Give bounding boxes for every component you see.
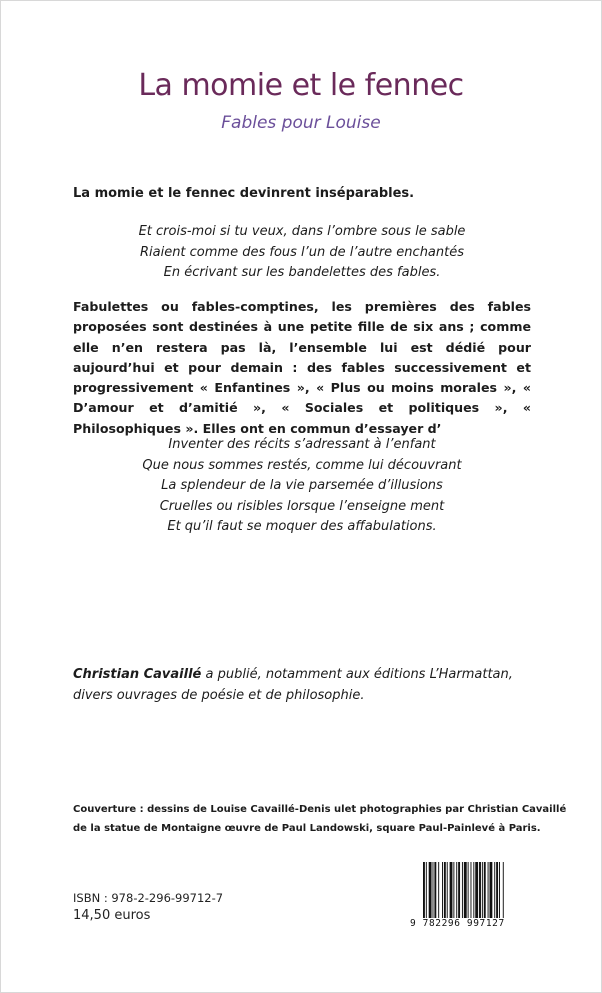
barcode-bar (462, 862, 463, 918)
verse-line: Inventer des récits s’adressant à l’enfant (168, 437, 436, 452)
barcode-number: 9 782296 997127 (410, 918, 505, 929)
barcode-bar (479, 862, 481, 918)
barcode-bar (450, 862, 453, 918)
barcode-bar (429, 862, 432, 918)
barcode-icon (423, 862, 533, 918)
verse-line: La splendeur de la vie parsemée d’illusions (161, 478, 443, 493)
barcode-bar (458, 862, 460, 918)
barcode-bar (444, 862, 446, 918)
cover-credits (73, 800, 567, 838)
verse-line: Que nous sommes restés, comme lui découvrant (142, 457, 462, 473)
barcode-bar (499, 862, 500, 918)
verse-line: Et crois-moi si tu veux, dans l’ombre sous le sable (138, 224, 466, 239)
barcode-bar (475, 862, 478, 918)
verse-stanza-one (73, 222, 531, 284)
barcode-bar (471, 862, 472, 918)
barcode-bar (496, 862, 498, 918)
barcode-bar (494, 862, 495, 918)
verse-line: Cruelles ou risibles lorsque l’enseigne ment (159, 498, 445, 514)
barcode-bar (423, 862, 425, 918)
lead-sentence: La momie et le fennec devinrent inséparables. (73, 186, 415, 201)
author-note (73, 664, 531, 706)
barcode-bar (447, 862, 448, 918)
verse-line: En écrivant sur les bandelettes des fables. (163, 265, 441, 280)
barcode-bar (503, 862, 504, 918)
barcode-bar (426, 862, 427, 918)
barcode-bar (456, 862, 457, 918)
verse-stanza-two (73, 435, 531, 538)
credit-line: de la statue de Montaigne œuvre de Paul Landowski, square Paul-Painlevé à Paris. (73, 823, 541, 834)
author-bio: a publié, notamment aux éditions L’Harmattan, divers ouvrages de poésie et de philosophie. (73, 667, 513, 703)
isbn-label: ISBN : 978-2-296-99712-7 (73, 891, 224, 905)
barcode-bar (464, 862, 467, 918)
description-paragraph: Fabulettes ou fables-comptines, les premières des fables proposées sont destinées à une petite fille de six ans ; comme elle n’en restera pas là, l’ensemble lui est dédié pour aujourd’hui et pour demain : des fables successivement et progressivement « Enfantines », « Plus ou moins morales », « D’amour et d’amitié », « Sociales et politiques », « Philosophiques ». Elles ont en commun d’essayer d’ (73, 299, 531, 436)
barcode-bar (488, 862, 489, 918)
barcode-bar (468, 862, 469, 918)
barcode-bar (433, 862, 434, 918)
book-title: La momie et le fennec (138, 68, 464, 103)
barcode-bar (453, 862, 454, 918)
verse-line: Riaient comme des fous l’un de l’autre enchantés (139, 244, 465, 260)
credit-line: Couverture : dessins de Louise Cavaillé-Denis ulet photographies par Christian Cavaillé (73, 804, 567, 815)
barcode-bar (438, 862, 439, 918)
barcode-bar (473, 862, 474, 918)
verse-line: Et qu’il faut se moquer des affabulations. (167, 519, 437, 534)
price-label: 14,50 euros (73, 908, 151, 923)
author-name: Christian Cavaillé (73, 667, 202, 682)
book-subtitle: Fables pour Louise (221, 113, 381, 133)
barcode-bar (484, 862, 486, 918)
barcode-bar (482, 862, 483, 918)
barcode-bar (434, 862, 436, 918)
barcode-bar (490, 862, 493, 918)
barcode-bar (442, 862, 443, 918)
